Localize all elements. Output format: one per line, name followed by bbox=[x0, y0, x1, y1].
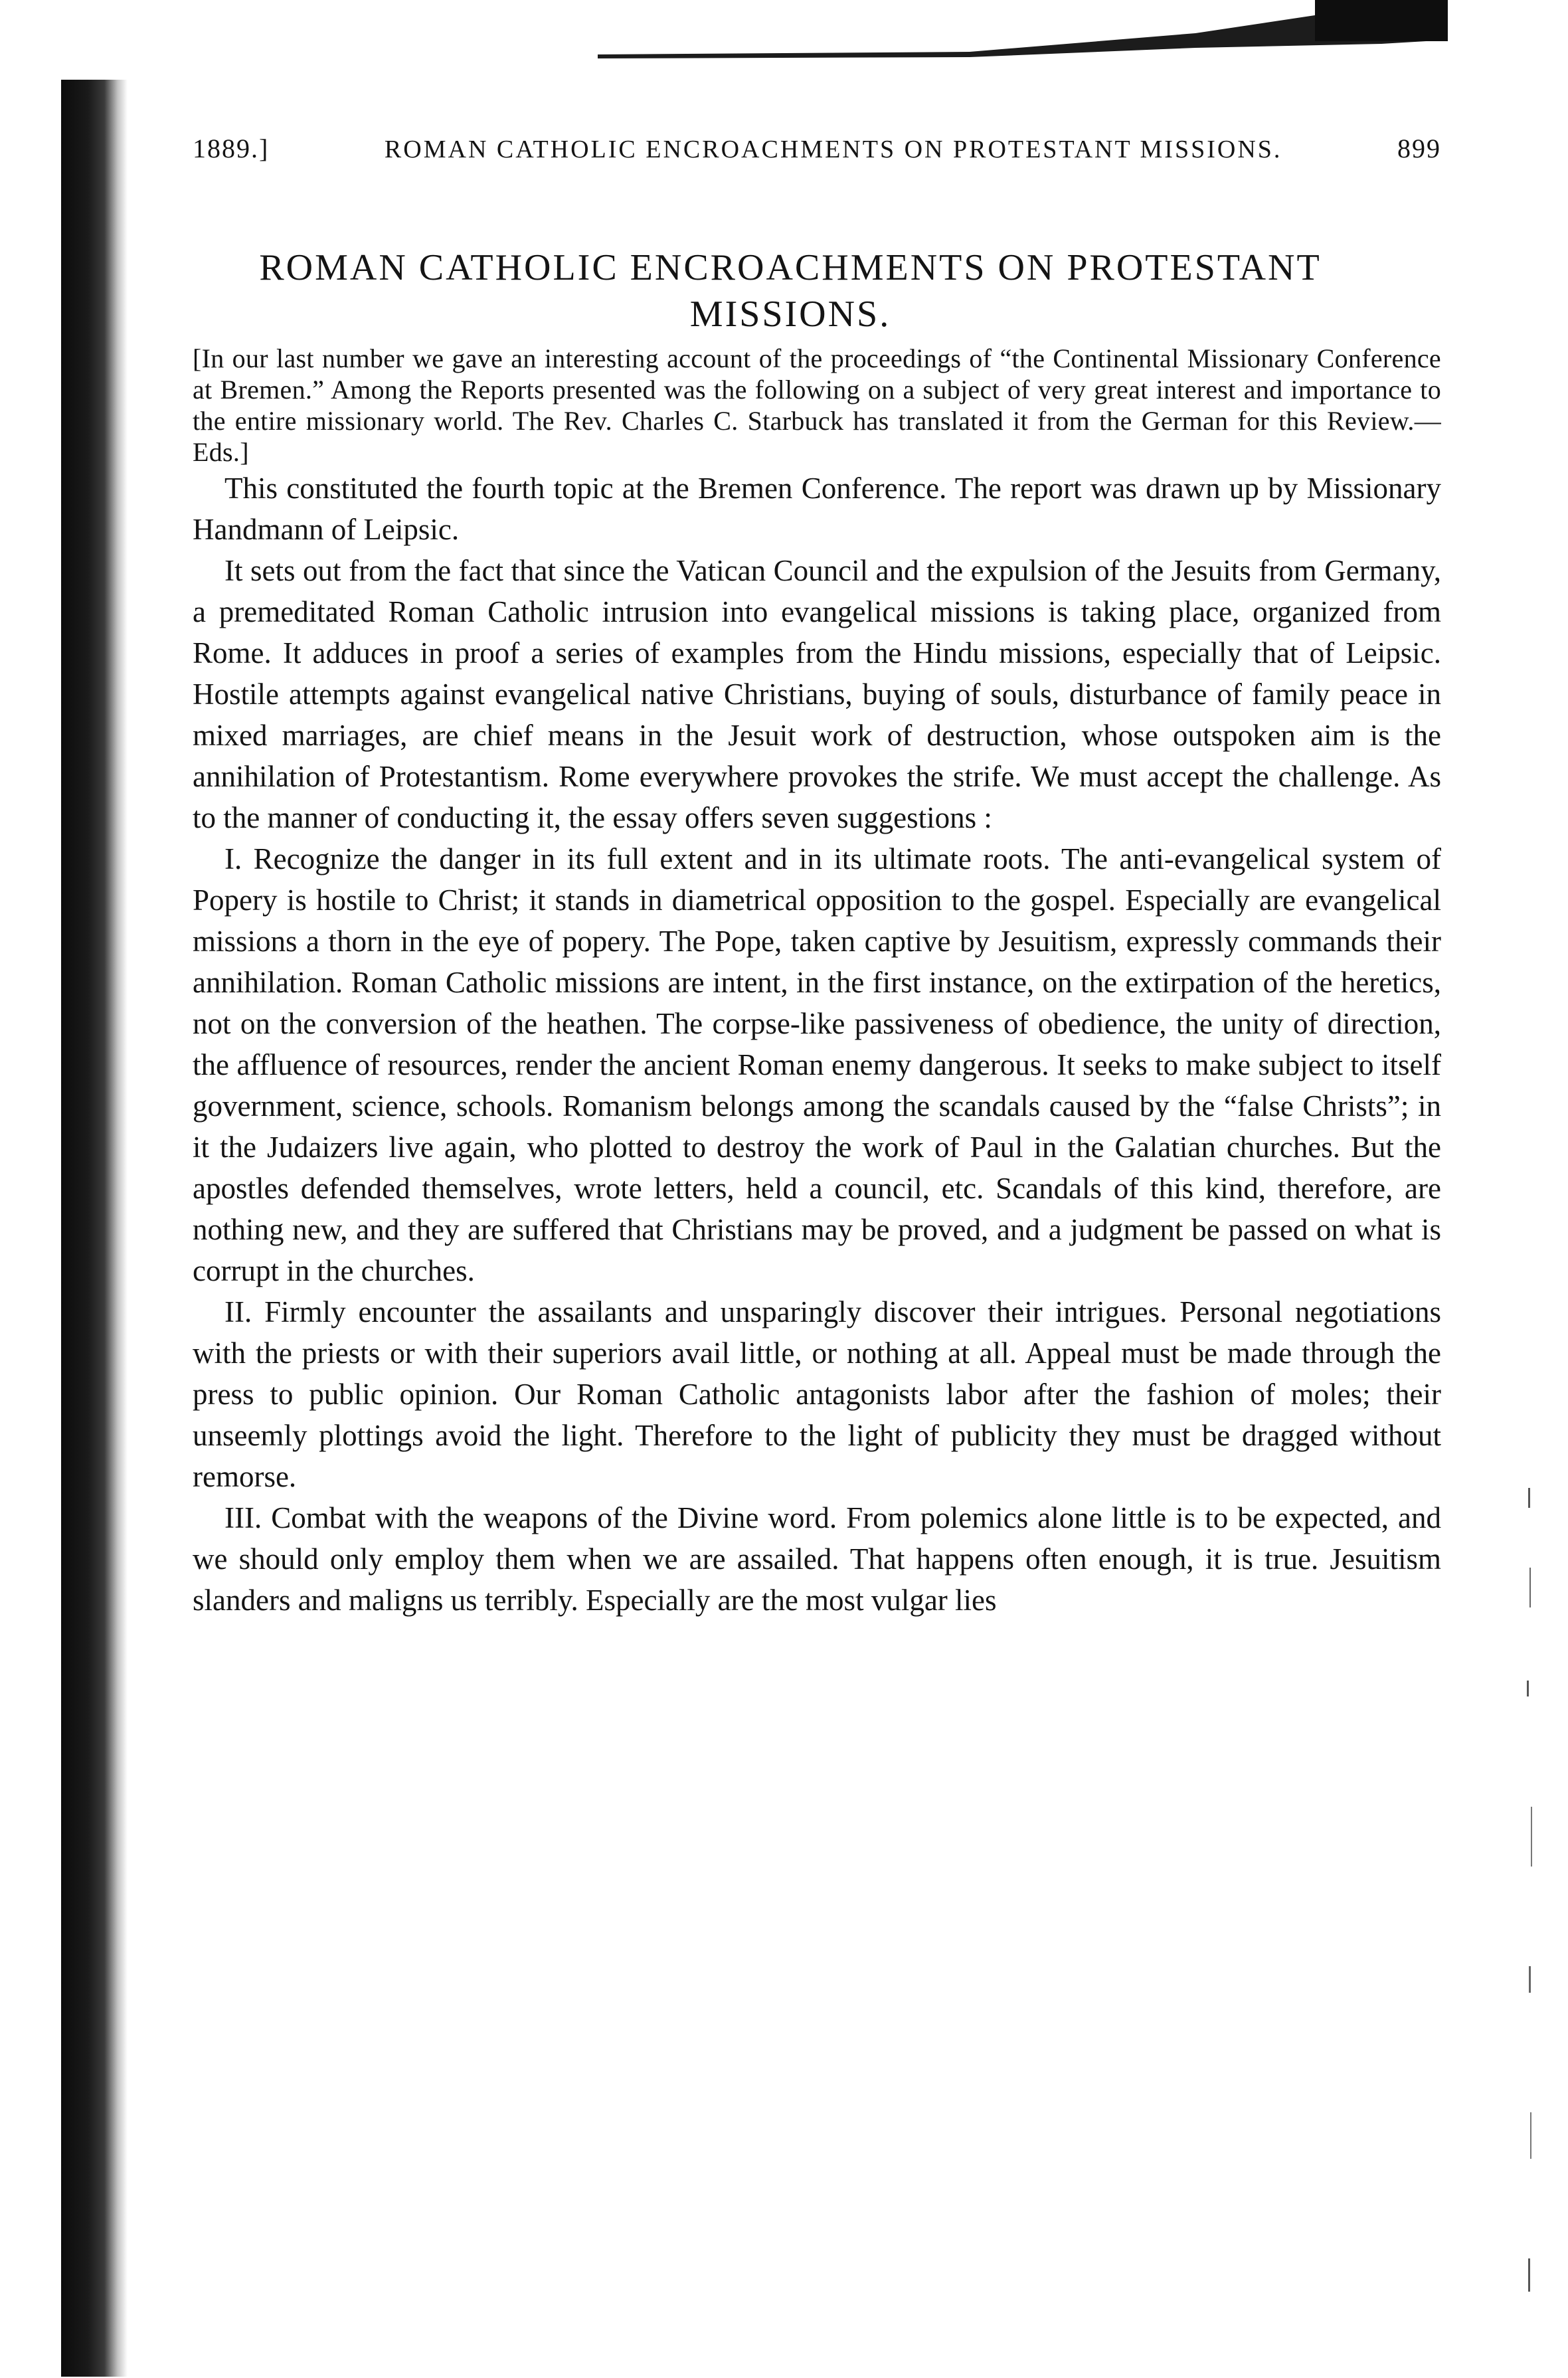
body-paragraph: II. Firmly encounter the assailants and unsparingly discover their intrigues. Personal negotiations with the priests or with their superiors avail little, or nothing at all. Appeal must be made through the press to public opinion. Our Roman Catholic antagonists labor after the fashion of moles; their unseemly plottings avoid the light. Therefore to the light of publicity they must be dragged without remorse. bbox=[193, 1295, 1441, 1493]
editor-note: [In our last number we gave an interesting account of the proceedings of “the Continental Missionary Conference at Bremen.” Among the Reports presented was the following on a subject of very great interest and importance to the entire missionary world. The Rev. Charles C. Starbuck has translated it from the German for this Review.—Eds.] bbox=[193, 343, 1441, 467]
page bbox=[193, 133, 1441, 1621]
body-paragraph: III. Combat with the weapons of the Divine word. From polemics alone little is to be expected, and we should only employ them when we are assailed. That happens often enough, it is true. Jesuitism slanders and maligns us terribly. Especially are the most vulgar lies bbox=[193, 1501, 1441, 1617]
article-title: ROMAN CATHOLIC ENCROACHMENTS ON PROTESTANT MISSIONS. bbox=[259, 247, 1322, 335]
article-body bbox=[193, 468, 1441, 1621]
body-paragraph: It sets out from the fact that since the Vatican Council and the expulsion of the Jesuits from Germany, a premeditated Roman Catholic intrusion into evangelical missions is taking place, organized from Rome. It adduces in proof a series of examples from the Hindu missions, especially that of Leipsic. Hostile attempts against evangelical native Christians, buying of souls, disturbance of family peace in mixed marriages, are chief means in the Jesuit work of destruction, whose outspoken aim is the annihilation of Protestantism. Rome everywhere provokes the strife. We must accept the challenge. As to the manner of conducting it, the essay offers seven suggestions : bbox=[193, 554, 1441, 834]
scan-right-edge-specks bbox=[1515, 1461, 1541, 2378]
page-number: 899 bbox=[1397, 134, 1441, 163]
running-title: ROMAN CATHOLIC ENCROACHMENTS ON PROTESTANT MISSIONS. bbox=[384, 136, 1282, 163]
body-paragraph: This constituted the fourth topic at the Bremen Conference. The report was drawn up by Missionary Handmann of Leipsic. bbox=[193, 472, 1441, 546]
scan-top-edge-artifact bbox=[598, 0, 1448, 60]
body-paragraph: I. Recognize the danger in its full extent and in its ultimate roots. The anti-evangelical system of Popery is hostile to Christ; it stands in diametrical opposition to the gospel. Especially are evangelical missions a thorn in the eye of popery. The Pope, taken captive by Jesuitism, expressly commands their annihilation. Roman Catholic missions are intent, in the first instance, on the extirpation of the heretics, not on the conversion of the heathen. The corpse-like passiveness of obedience, the unity of direction, the affluence of resources, render the ancient Roman enemy dangerous. It seeks to make subject to itself government, science, schools. Romanism belongs among the scandals caused by the “false Christs”; in it the Judaizers live again, who plotted to destroy the work of Paul in the Galatian churches. But the apostles defended themselves, wrote letters, held a council, etc. Scandals of this kind, therefore, are nothing new, and they are suffered that Christians may be proved, and a judgment be passed on what is corrupt in the churches. bbox=[193, 842, 1441, 1287]
header-year: 1889.] bbox=[193, 134, 270, 163]
scan-binding-shadow bbox=[61, 80, 128, 2377]
running-head bbox=[193, 133, 1441, 179]
